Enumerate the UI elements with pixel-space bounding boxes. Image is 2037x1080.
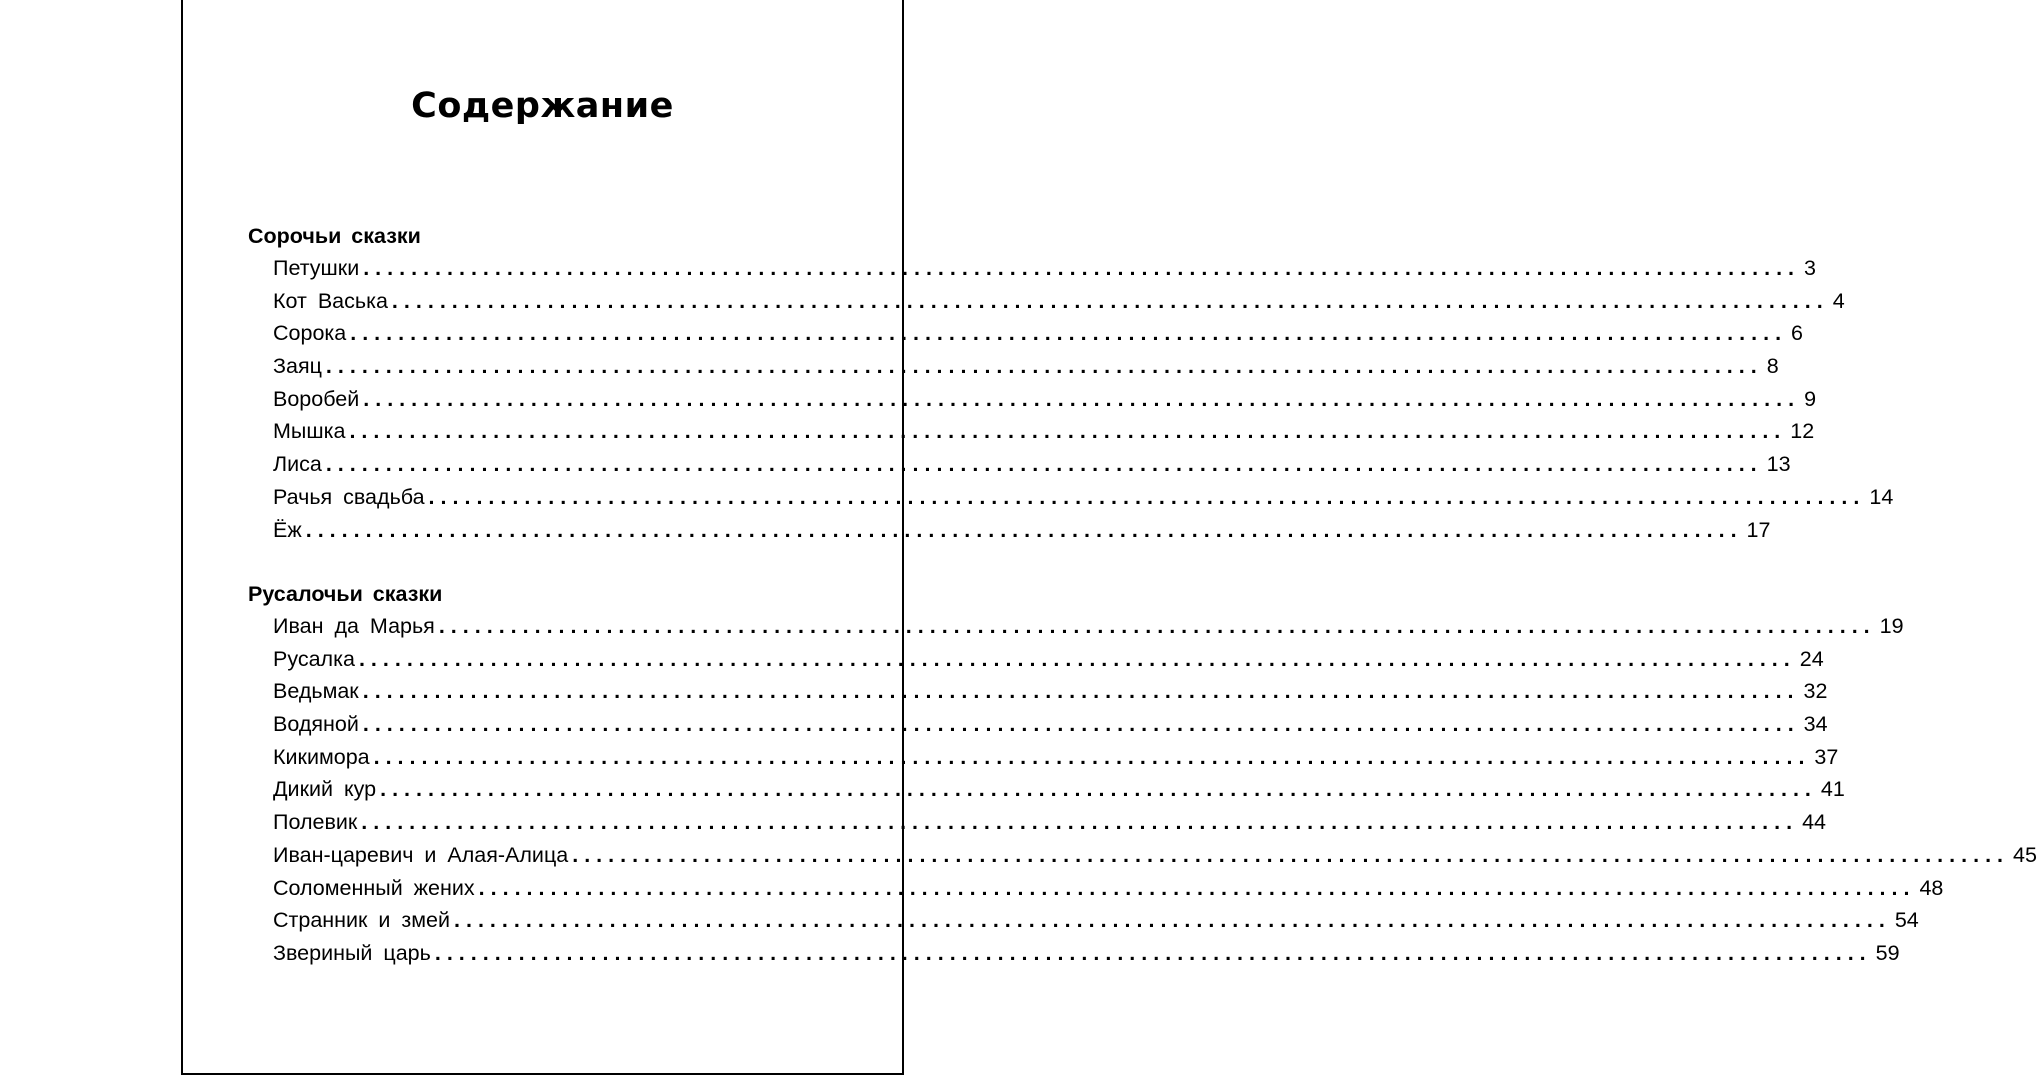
dot-leader: ........................................................................................................................ — [349, 419, 1787, 444]
toc-entry-page-number: 14 — [1869, 484, 1894, 509]
toc-entry[interactable] — [273, 514, 1771, 547]
toc-entry[interactable] — [273, 317, 1804, 350]
toc-entry[interactable] — [273, 481, 1894, 514]
dot-leader: ........................................................................................................................ — [434, 940, 1872, 965]
dot-leader: ........................................................................................................................ — [428, 484, 1866, 509]
dot-leader: ........................................................................................................................ — [478, 875, 1916, 900]
toc-entry-title: Звериный царь — [273, 940, 431, 965]
toc-entry-page-number: 54 — [1894, 908, 1919, 933]
toc-entry-title: Сорока — [273, 321, 347, 346]
section-title: Сорочьи сказки — [248, 224, 421, 248]
toc-entry[interactable] — [273, 285, 1845, 318]
dot-leader: ........................................................................................................................ — [350, 321, 1788, 346]
toc-entry-title: Рачья свадьба — [273, 484, 425, 509]
toc-entry[interactable] — [273, 872, 1944, 905]
dot-leader: ........................................................................................................................ — [305, 517, 1743, 542]
dot-leader: ........................................................................................................................ — [358, 646, 1796, 671]
dot-leader: ........................................................................................................................ — [363, 386, 1801, 411]
toc-entry-title: Странник и змей — [273, 908, 451, 933]
toc-entry-page-number: 34 — [1803, 712, 1828, 737]
dot-leader: ........................................................................................................................ — [362, 712, 1800, 737]
toc-entry-page-number: 59 — [1875, 940, 1900, 965]
toc-entry-title: Петушки — [273, 256, 360, 280]
dot-leader: ........................................................................................................................ — [373, 744, 1811, 769]
toc-entry[interactable] — [273, 904, 1919, 937]
toc-entry[interactable] — [273, 610, 1904, 643]
toc-entries — [273, 252, 1894, 546]
toc-entry-page-number: 8 — [1766, 354, 1779, 379]
toc-entry[interactable] — [273, 643, 1824, 676]
toc-entry[interactable] — [273, 383, 1817, 416]
section-title: Русалочьи сказки — [248, 582, 443, 606]
toc-entry[interactable] — [273, 839, 2037, 872]
dot-leader: ........................................................................................................................ — [325, 354, 1763, 379]
dot-leader: ........................................................................................................................ — [361, 810, 1799, 835]
dot-leader: ........................................................................................................................ — [572, 842, 2010, 867]
toc-entry-page-number: 44 — [1802, 810, 1827, 835]
toc-entry-title: Водяной — [273, 712, 359, 737]
toc-entry-title: Лиса — [273, 452, 322, 477]
toc-entry[interactable] — [273, 708, 1828, 741]
toc-entry[interactable] — [273, 937, 1900, 970]
toc-entry-title: Иван-царевич и Алая-Алица — [273, 842, 569, 867]
toc-entry-page-number: 17 — [1746, 517, 1771, 542]
toc-entry[interactable] — [273, 806, 1827, 839]
toc-entry-page-number: 24 — [1799, 646, 1824, 671]
toc-entry-title: Русалка — [273, 646, 355, 671]
toc-entry-page-number: 3 — [1804, 256, 1816, 280]
toc-entry-title: Ведьмак — [273, 679, 359, 704]
toc-entry-title: Соломенный жених — [273, 875, 475, 900]
toc-entry-page-number: 13 — [1766, 452, 1791, 477]
page-title: Содержание — [411, 86, 674, 126]
book-page — [181, 0, 2037, 1075]
dot-leader: ........................................................................................................................ — [391, 288, 1829, 313]
toc-entry[interactable] — [273, 448, 1791, 481]
toc-entry-title: Иван да Марья — [273, 614, 435, 638]
toc-entry[interactable] — [273, 252, 1816, 285]
toc-entry[interactable] — [273, 773, 1845, 806]
dot-leader: ........................................................................................................................ — [380, 777, 1817, 802]
toc-entry-title: Воробей — [273, 386, 360, 411]
toc-entry-title: Дикий кур — [273, 777, 377, 802]
toc-entry-title: Мышка — [273, 419, 346, 444]
toc-entries — [273, 610, 2037, 970]
dot-leader: ........................................................................................................................ — [362, 679, 1800, 704]
toc-entry-title: Кикимора — [273, 744, 370, 769]
dot-leader: ........................................................................................................................ — [325, 452, 1763, 477]
dot-leader: ........................................................................................................................ — [363, 256, 1801, 280]
toc-entry-title: Полевик — [273, 810, 358, 835]
toc-entry-page-number: 19 — [1879, 614, 1904, 638]
toc-entry-page-number: 37 — [1814, 744, 1839, 769]
toc-entry[interactable] — [273, 350, 1779, 383]
toc-entry-page-number: 32 — [1803, 679, 1828, 704]
toc-entry-title: Заяц — [273, 354, 322, 379]
toc-entry[interactable] — [273, 675, 1828, 708]
toc-entry-page-number: 12 — [1790, 419, 1815, 444]
dot-leader: ........................................................................................................................ — [438, 614, 1876, 638]
toc-entry-page-number: 48 — [1919, 875, 1944, 900]
dot-leader: ........................................................................................................................ — [454, 908, 1891, 933]
toc-entry-page-number: 41 — [1820, 777, 1845, 802]
toc-entry-page-number: 45 — [2013, 842, 2037, 867]
toc-entry-page-number: 4 — [1832, 288, 1845, 313]
toc-entry[interactable] — [273, 741, 1839, 774]
toc-entry[interactable] — [273, 415, 1815, 448]
toc-entry-page-number: 6 — [1791, 321, 1804, 346]
toc-entry-page-number: 9 — [1804, 386, 1817, 411]
toc-entry-title: Ёж — [273, 517, 302, 542]
toc-entry-title: Кот Васька — [273, 288, 388, 313]
